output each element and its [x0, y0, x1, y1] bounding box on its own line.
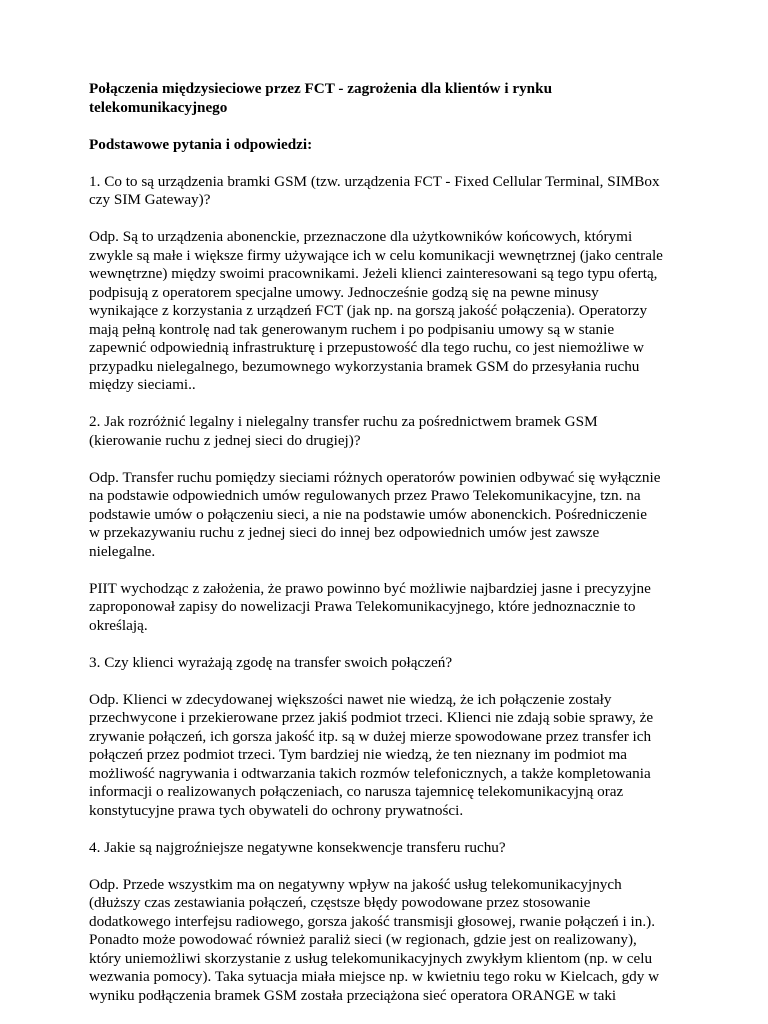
paragraph-line: informacji o realizowanych połączeniach, co narusza tajemnicę telekomunikacyjną oraz	[89, 783, 624, 800]
title-line: telekomunikacyjnego	[89, 98, 228, 116]
paragraph	[89, 654, 689, 673]
paragraph	[89, 876, 689, 1006]
paragraph-line: przypadku nielegalnego, bezumownego wykorzystania bramek GSM do przesyłania ruchu	[89, 357, 640, 375]
paragraph-line: Ponadto może powodować również paraliż sieci (w regionach, gdzie jest on realizowany),	[89, 931, 637, 948]
paragraph-line: wewnętrzne) między swoimi pracownikami. Jeżeli klienci zainteresowani są tego typu ofertą,	[89, 265, 658, 282]
paragraph-line: dodatkowego interfejsu radiowego, gorsza jakość transmisji głosowej, rwanie połączeń i in.).	[89, 912, 655, 930]
paragraph-line: mają pełną kontrolę nad tak generowanym ruchem i po podpisaniu umowy są w stanie	[89, 320, 615, 338]
paragraph-line: na podstawie odpowiednich umów regulowanych przez Prawo Telekomunikacyjne, tzn. na	[89, 487, 641, 504]
paragraph-line: przechwycone i przekierowane przez jakiś podmiot trzeci. Klienci nie zdają sobie sprawy, że	[89, 709, 654, 726]
paragraph-line: (dłuższy czas zestawiania połączeń, częstsze błędy powodowane przez stosowanie	[89, 894, 591, 911]
paragraph-line: nielegalne.	[89, 542, 156, 560]
document-page	[89, 80, 689, 1024]
paragraph-line: 1. Co to są urządzenia bramki GSM (tzw. urządzenia FCT - Fixed Cellular Terminal, SIMBox	[89, 172, 660, 190]
paragraph-line: PIIT wychodząc z założenia, że prawo powinno być możliwie najbardziej jasne i precyzyjne	[89, 579, 651, 597]
paragraph-line: zwykle są małe i większe firmy używające ich w celu komunikacji wewnętrznej (jako centrale	[89, 246, 663, 264]
paragraph-line: Odp. Przede wszystkim ma on negatywny wpływ na jakość usług telekomunikacyjnych	[89, 875, 622, 893]
paragraph-line: 3. Czy klienci wyrażają zgodę na transfer swoich połączeń?	[89, 653, 453, 671]
paragraph-line: (kierowanie ruchu z jednej sieci do drugiej)?	[89, 431, 361, 449]
document-body	[89, 173, 689, 1006]
paragraph	[89, 469, 689, 562]
paragraph-line: w przekazywaniu ruchu z jednej sieci do innej bez odpowiednich umów jest zawsze	[89, 524, 600, 541]
paragraph-line: konstytucyjne prawa tych obywateli do ochrony prywatności.	[89, 801, 464, 819]
paragraph	[89, 839, 689, 858]
paragraph	[89, 228, 689, 395]
paragraph-line: zapewnić odpowiednią infrastrukturę i przepustowość dla tego ruchu, co jest niemożliwe w	[89, 339, 645, 356]
paragraph-line: 4. Jakie są najgroźniejsze negatywne konsekwencje transferu ruchu?	[89, 838, 506, 856]
paragraph	[89, 580, 689, 636]
paragraph-line: Odp. Klienci w zdecydowanej większości nawet nie wiedzą, że ich połączenie zostały	[89, 690, 612, 708]
paragraph-line: określają.	[89, 616, 148, 634]
paragraph	[89, 413, 689, 450]
paragraph-line: wezwania pomocy). Taka sytuacja miała miejsce np. w kwietniu tego roku w Kielcach, gdy w	[89, 968, 660, 985]
paragraph-line: Odp. Są to urządzenia abonenckie, przeznaczone dla użytkowników końcowych, którymi	[89, 228, 633, 245]
paragraph	[89, 173, 689, 210]
paragraph-line: podstawie umów o połączeniu sieci, a nie na podstawie umów abonenckich. Pośredniczenie	[89, 505, 647, 523]
document-subtitle: Podstawowe pytania i odpowiedzi:	[89, 135, 313, 153]
paragraph-line: 2. Jak rozróżnić legalny i nielegalny transfer ruchu za pośrednictwem bramek GSM	[89, 413, 598, 430]
document-title	[89, 80, 689, 117]
paragraph-line: Odp. Transfer ruchu pomiędzy sieciami różnych operatorów powinien odbywać się wyłącznie	[89, 468, 661, 486]
paragraph-line: między sieciami..	[89, 376, 196, 393]
paragraph-line: możliwość nagrywania i odtwarzania takich rozmów telefonicznych, a także kompletowania	[89, 764, 651, 782]
paragraph-line: zaproponował zapisy do nowelizacji Prawa Telekomunikacyjnego, które jednoznacznie to	[89, 598, 636, 615]
paragraph	[89, 691, 689, 821]
paragraph-line: czy SIM Gateway)?	[89, 191, 211, 208]
paragraph-line: połączeń przez podmiot trzeci. Tym bardziej nie wiedzą, że ten nieznany im podmiot ma	[89, 746, 628, 763]
paragraph-line: wyniku podłączenia bramek GSM została przeciążona sieć operatora ORANGE w taki	[89, 986, 617, 1004]
paragraph-line: który uniemożliwi skorzystanie z usług telekomunikacyjnych zwykłym klientom (np. w celu	[89, 949, 653, 967]
paragraph-line: podpisują z operatorem specjalne umowy. Jednocześnie godzą się na pewne minusy	[89, 283, 599, 301]
paragraph-line: zrywanie połączeń, ich gorsza jakość itp. są w dużej mierze spowodowane przez transfer ich	[89, 727, 652, 745]
title-line: Połączenia międzysieciowe przez FCT - zagrożenia dla klientów i rynku	[89, 80, 553, 97]
paragraph-line: wynikające z korzystania z urządzeń FCT (jak np. na gorszą jakość połączenia). Operatorzy	[89, 302, 648, 319]
